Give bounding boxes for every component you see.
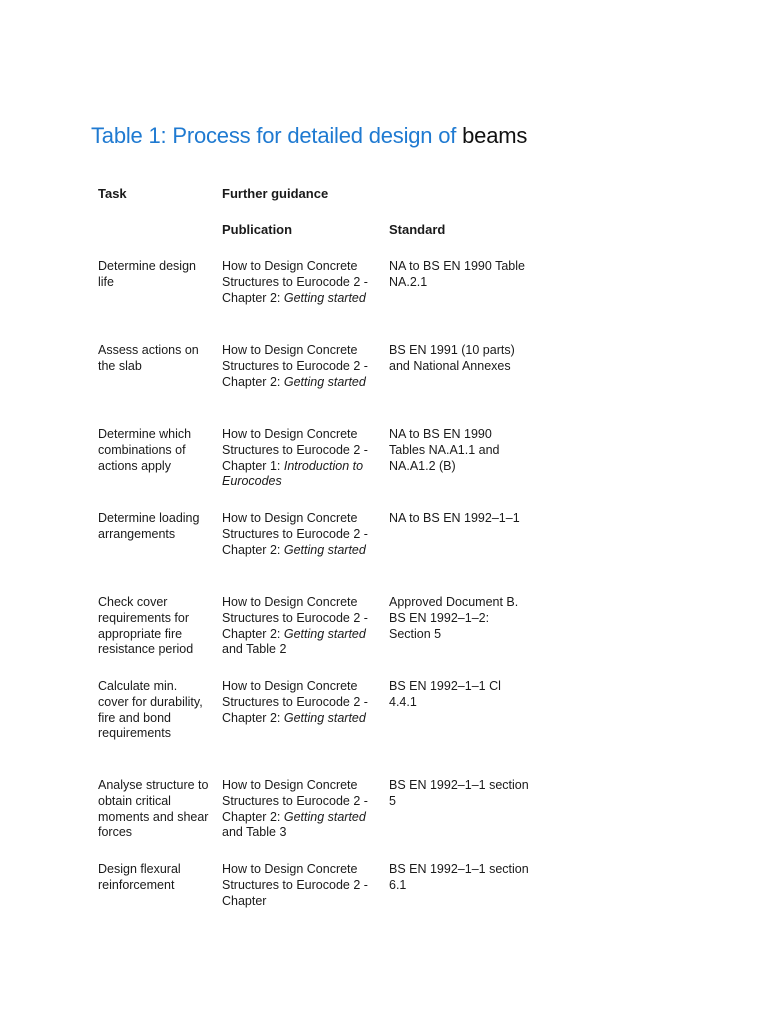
title-plain-part: beams (462, 123, 528, 148)
publication-italic: Getting started (283, 542, 366, 557)
row-standard: NA to BS EN 1990 Tables NA.A1.1 and NA.A1.2 (B) (389, 427, 500, 473)
publication-text: How to Design Concrete Structures to Eurocode 2 - Chapter 1: (222, 427, 368, 473)
row-standard: BS EN 1991 (10 parts) and National Annexes (389, 343, 515, 373)
row-publication (222, 595, 380, 658)
publication-text: How to Design Concrete Structures to Eurocode 2 - Chapter 2: (222, 679, 368, 725)
page-title (91, 121, 527, 151)
header-task: Task (98, 186, 127, 201)
row-publication (222, 511, 380, 558)
row-publication (222, 778, 380, 841)
row-task: Assess actions on the slab (98, 343, 199, 373)
row-standard: NA to BS EN 1990 Table NA.2.1 (389, 259, 525, 289)
row-task: Design flexural reinforcement (98, 862, 181, 892)
header-standard: Standard (389, 222, 446, 237)
header-publication: Publication (222, 222, 293, 237)
row-publication (222, 862, 380, 909)
row-publication (222, 679, 380, 726)
row-publication (222, 343, 380, 390)
publication-italic: Getting started (283, 626, 366, 641)
row-task: Determine which combinations of actions apply (98, 427, 192, 473)
row-standard: BS EN 1992–1–1 section 5 (389, 778, 529, 808)
header-further-guidance: Further guidance (222, 186, 329, 201)
row-task: Check cover requirements for appropriate fire resistance period (98, 595, 194, 657)
row-standard: NA to BS EN 1992–1–1 (389, 511, 520, 525)
publication-text: How to Design Concrete Structures to Eurocode 2 - Chapter 2: (222, 511, 368, 557)
row-task: Determine design life (98, 259, 196, 289)
title-colored-part: Table 1: Process for detailed design of (91, 123, 463, 148)
publication-italic: Getting started (283, 710, 366, 725)
row-publication (222, 427, 380, 490)
row-task: Determine loading arrangements (98, 511, 200, 541)
row-standard: BS EN 1992–1–1 Cl 4.4.1 (389, 679, 501, 709)
row-standard: Approved Document B. BS EN 1992–1–2: Section 5 (389, 595, 519, 641)
publication-text: How to Design Concrete Structures to Eurocode 2 - Chapter 2: (222, 343, 368, 389)
row-task: Analyse structure to obtain critical moments and shear forces (98, 778, 209, 840)
publication-suffix: and Table 3 (222, 825, 287, 840)
publication-italic: Getting started (283, 809, 366, 824)
publication-text: How to Design Concrete Structures to Eurocode 2 - Chapter 2: (222, 595, 368, 641)
row-publication (222, 259, 380, 306)
publication-text: How to Design Concrete Structures to Eurocode 2 - Chapter (222, 862, 368, 908)
publication-italic: Introduction to Eurocodes (222, 458, 364, 489)
row-task: Calculate min. cover for durability, fire and bond requirements (98, 679, 203, 741)
publication-text: How to Design Concrete Structures to Eurocode 2 - Chapter 2: (222, 259, 368, 305)
publication-italic: Getting started (283, 290, 366, 305)
row-standard: BS EN 1992–1–1 section 6.1 (389, 862, 529, 892)
publication-suffix: and Table 2 (222, 642, 287, 657)
publication-italic: Getting started (283, 374, 366, 389)
publication-text: How to Design Concrete Structures to Eurocode 2 - Chapter 2: (222, 778, 368, 824)
